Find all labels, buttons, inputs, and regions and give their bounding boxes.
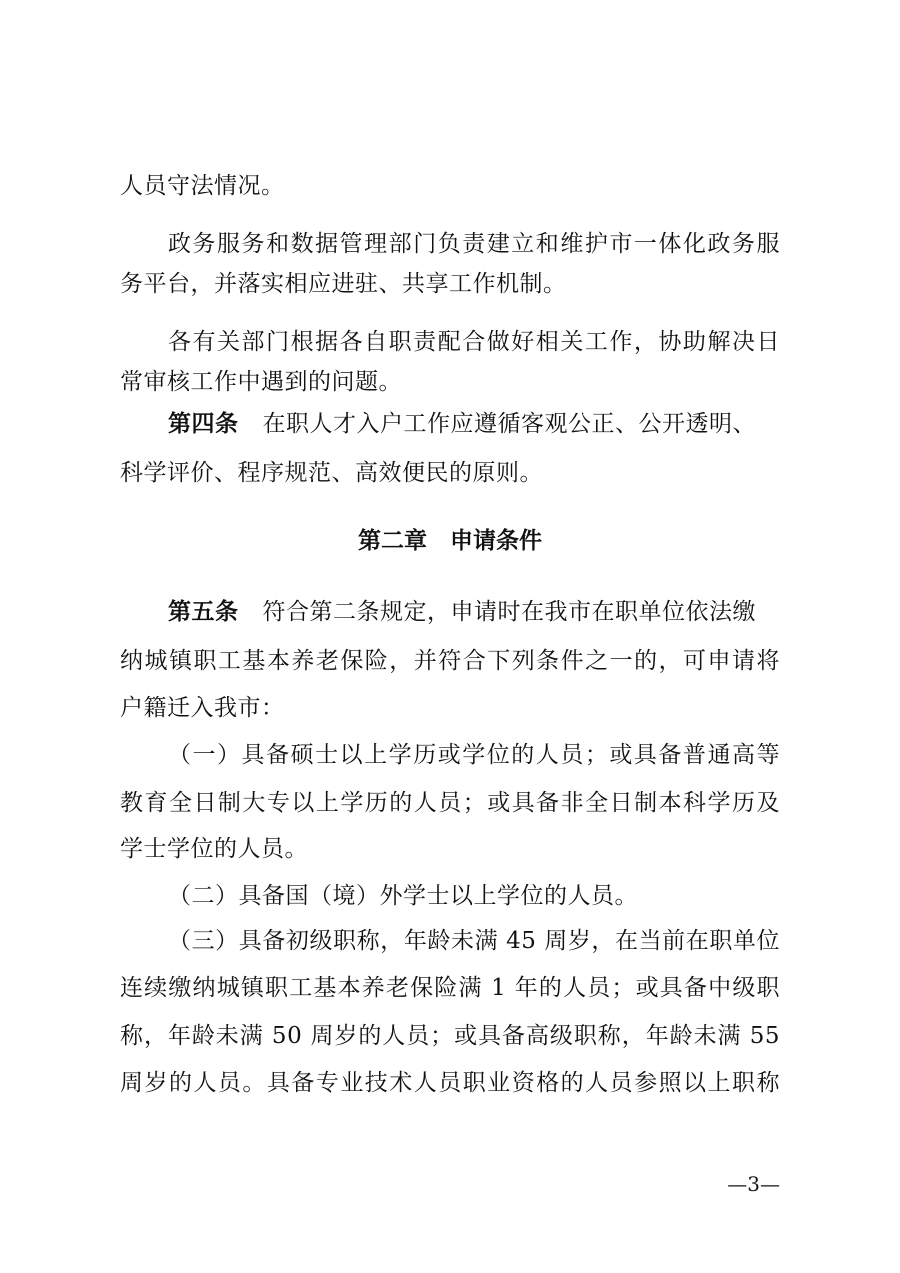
item-1-line2: 教育全日制大专以上学历的人员；或具备非全日制本科学历及: [120, 790, 780, 816]
item-3-line3: 称，年龄未满 50 周岁的人员；或具备高级职称，年龄未满 55: [120, 1023, 780, 1049]
article-5-label: 第五条: [168, 599, 239, 625]
article-4-text: 在职人才入户工作应遵循客观公正、公开透明、: [262, 411, 756, 437]
page-number: —3—: [727, 1172, 780, 1196]
article-5-text: 符合第二条规定，申请时在我市在职单位依法缴: [262, 599, 756, 625]
article-5-line3: 户籍迁入我市：: [120, 695, 285, 721]
paragraph-data-dept-line1: 政务服务和数据管理部门负责建立和维护市一体化政务服: [168, 231, 780, 257]
paragraph-related-depts-line2: 常审核工作中遇到的问题。: [120, 369, 402, 395]
article-4-line2: 科学评价、程序规范、高效便民的原则。: [120, 460, 543, 486]
paragraph-related-depts-line1: 各有关部门根据各自职责配合做好相关工作，协助解决日: [168, 329, 780, 355]
article-4-line1: [168, 408, 780, 440]
article-4-label: 第四条: [168, 411, 239, 437]
paragraph-data-dept-line2: 务平台，并落实相应进驻、共享工作机制。: [120, 271, 567, 297]
item-3-line1: （三）具备初级职称，年龄未满 45 周岁，在当前在职单位: [168, 928, 780, 954]
item-1-line1: （一）具备硕士以上学历或学位的人员；或具备普通高等: [168, 742, 780, 768]
item-3-line2: 连续缴纳城镇职工基本养老保险满 1 年的人员；或具备中级职: [120, 975, 780, 1001]
article-5-line1: [168, 596, 780, 628]
item-1-line3: 学士学位的人员。: [120, 836, 308, 862]
paragraph-continuation: 人员守法情况。: [120, 173, 285, 199]
chapter-title: 第二章 申请条件: [358, 528, 542, 554]
article-5-line2: 纳城镇职工基本养老保险，并符合下列条件之一的，可申请将: [120, 648, 780, 674]
item-2: （二）具备国（境）外学士以上学位的人员。: [168, 883, 638, 909]
item-3-line4: 周岁的人员。具备专业技术人员职业资格的人员参照以上职称: [120, 1070, 780, 1096]
